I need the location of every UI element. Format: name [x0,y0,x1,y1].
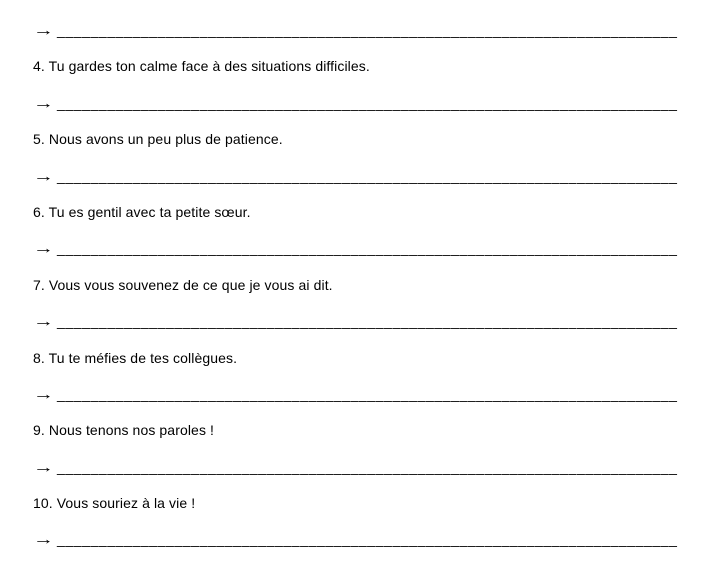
exercise-sentence: 6. Tu es gentil avec ta petite sœur. [33,203,251,220]
arrow-icon: → [33,313,54,331]
arrow-icon: → [33,385,54,403]
answer-row [33,85,706,121]
exercise-sentence-row [33,485,706,521]
exercise-lines [33,12,706,558]
answer-blank-line[interactable]: __________________________________________________________________________ [57,313,678,330]
exercise-sentence: 8. Tu te méfies de tes collègues. [33,349,238,366]
answer-blank-line[interactable]: __________________________________________________________________________ [57,167,678,184]
answer-row [33,158,706,194]
answer-row [33,449,706,485]
exercise-sentence-row [33,340,706,376]
answer-blank-line[interactable]: __________________________________________________________________________ [57,240,678,257]
exercise-sentence-row [33,412,706,448]
exercise-sentence-row [33,267,706,303]
answer-row [33,230,706,266]
answer-row [33,303,706,339]
exercise-sentence: 10. Vous souriez à la vie ! [33,495,196,512]
answer-row [33,12,706,48]
answer-row [33,376,706,412]
exercise-sentence: 4. Tu gardes ton calme face à des situations difficiles. [33,58,370,75]
arrow-icon: → [33,167,54,185]
answer-blank-line[interactable]: __________________________________________________________________________ [57,458,678,475]
answer-blank-line[interactable]: __________________________________________________________________________ [57,94,678,111]
exercise-sentence-row [33,48,706,84]
exercise-sentence-row [33,121,706,157]
arrow-icon: → [33,22,54,39]
answer-blank-line[interactable]: __________________________________________________________________________ [57,22,678,38]
arrow-icon: → [33,458,54,476]
exercise-sentence: 7. Vous vous souvenez de ce que je vous ai dit. [33,276,333,293]
exercise-sentence: 9. Nous tenons nos paroles ! [33,422,215,439]
answer-blank-line[interactable]: __________________________________________________________________________ [57,385,678,402]
arrow-icon: → [33,531,54,549]
answer-blank-line[interactable]: __________________________________________________________________________ [57,531,678,548]
arrow-icon: → [33,94,54,112]
exercise-sentence: 5. Nous avons un peu plus de patience. [33,131,283,148]
arrow-icon: → [33,240,54,258]
exercise-sentence-row [33,194,706,230]
answer-row [33,521,706,557]
